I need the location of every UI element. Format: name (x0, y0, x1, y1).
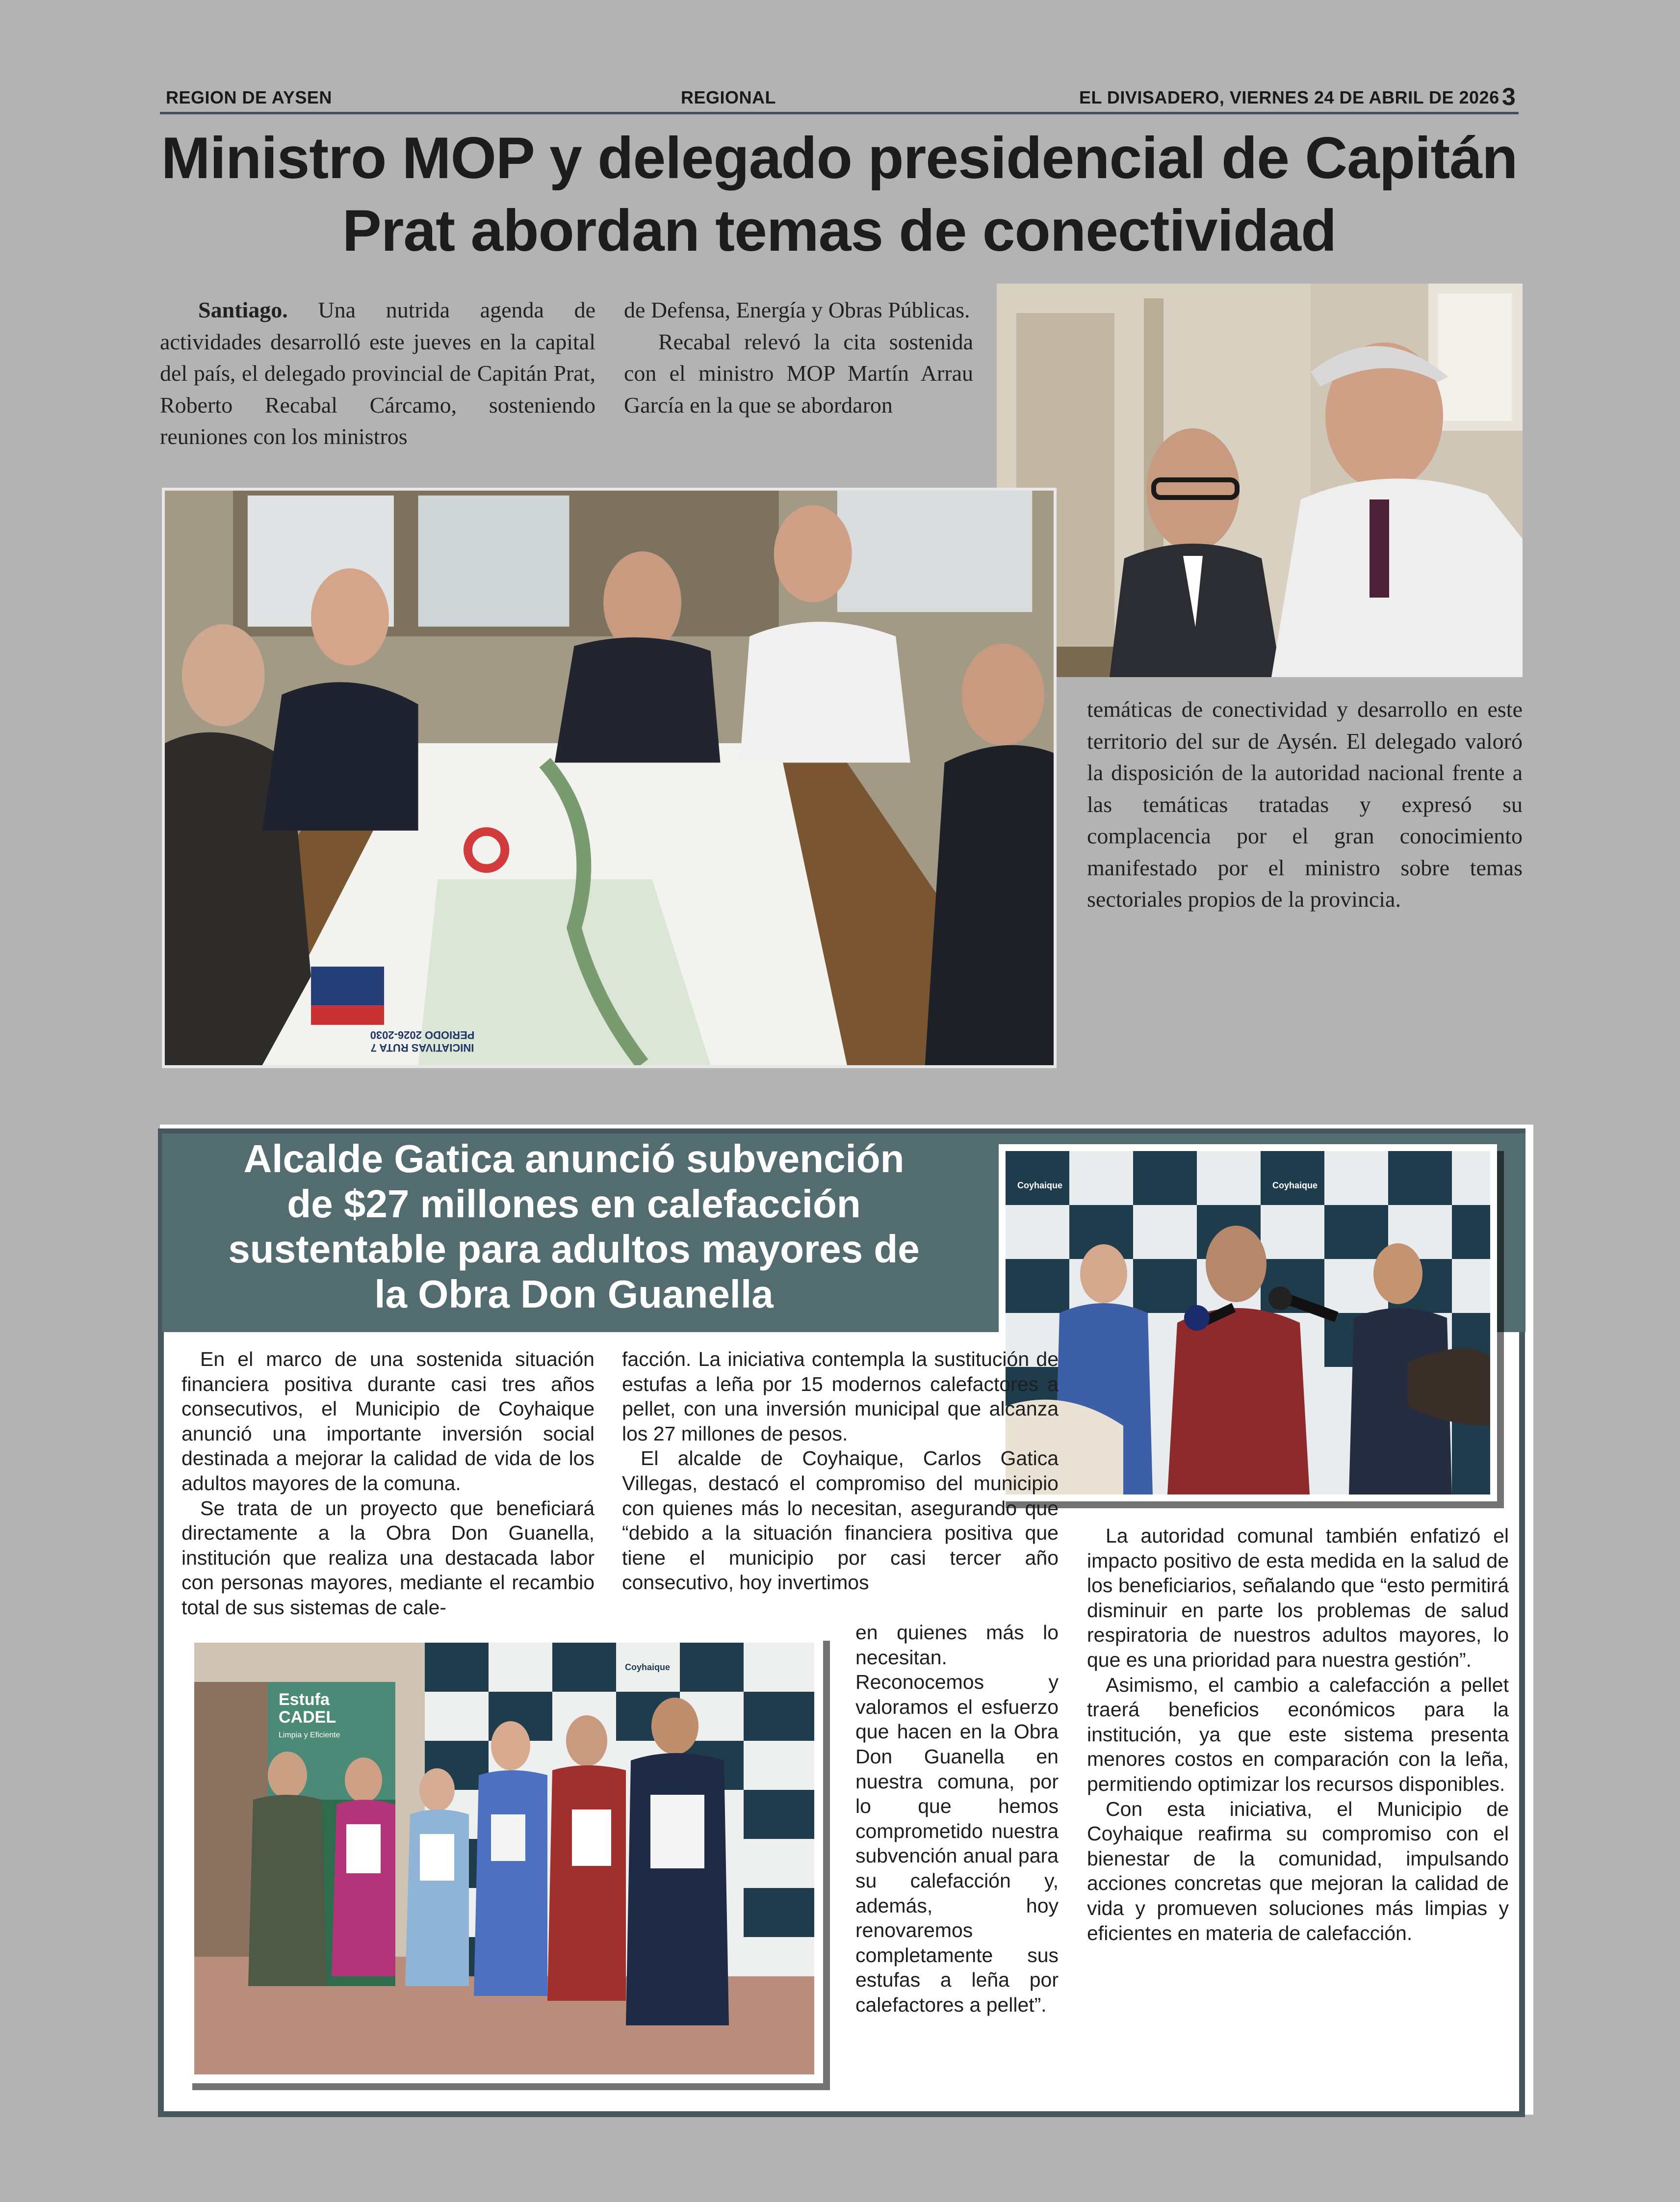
article2-col2-narrow-text: en quienes más lo necesitan. Reconocemos y valoramos el esfuerzo que hacen en la Obra Don Guanella en nuestra comuna, por lo que hemos comprometido nuestra subvención anual para su calefacción y, además, hoy renovaremos completamente sus estufas a leña por calefactores a pellet”. (855, 1621, 1059, 2016)
article2-headline (167, 1136, 981, 1317)
article1-col2-para2: Recabal relevó la cita sostenida con el ministro MOP Martín Arrau García en la que se abordaron (624, 329, 973, 418)
article1-headline (160, 122, 1519, 267)
article2-col2-para1: facción. La iniciativa contempla la sustitución de estufas a leña por 15 modernos calefactores a pellet, con una inversión municipal que alcanza los 27 millones de pesos. (622, 1348, 1059, 1445)
map-caption-line1: INICIATIVAS RUTA 7 (370, 1042, 474, 1054)
article2-col2-para2: El alcalde de Coyhaique, Carlos Gatica Villegas, destacó el compromiso del municipio con quienes más lo necesitan, asegurando que “debido a la situación financiera positiva que tiene el municipio por casi tercer año consecutivo, hoy invertimos (622, 1447, 1059, 1594)
article2-col3-para1: La autoridad comunal también enfatizó el impacto positivo de esta medida en la salud de los beneficiarios, señalando que “esto permitirá disminuir en parte los problemas de salud respiratoria de nuestros adultos mayores, lo que es una prioridad para nuestra gestión”. (1087, 1524, 1509, 1671)
photo-officials-closeup (997, 284, 1523, 677)
section-label: REGION DE AYSEN (166, 87, 332, 107)
article1-column-1 (160, 294, 595, 453)
map-caption-line2: PERIODO 2026-2030 (370, 1029, 475, 1041)
article1-headline-line1: Ministro MOP y delegado presidencial de Capitán (161, 125, 1518, 191)
article2-headline-line4: la Obra Don Guanella (374, 1272, 774, 1316)
backdrop-brand-3: Coyhaique (625, 1662, 671, 1672)
photo-press-interview (999, 1144, 1497, 1501)
section-category: REGIONAL (681, 87, 776, 107)
backdrop-brand-2: Coyhaique (1272, 1180, 1318, 1190)
article1-dateline: Santiago. (198, 297, 288, 322)
backdrop-brand-1: Coyhaique (1017, 1180, 1063, 1190)
article2-column-3 (1087, 1523, 1509, 1945)
article1-column-3 (1087, 694, 1523, 916)
article2-headline-line2: de $27 millones en calefacción (287, 1182, 861, 1226)
article2-headline-line1: Alcalde Gatica anunció subvención (243, 1137, 905, 1180)
article2-column-2-narrow (855, 1620, 1059, 2018)
article2-col1-para2: Se trata de un proyecto que beneficiará directamente a la Obra Don Guanella, institución que realiza una destacada labor con personas mayores, mediante el recambio total de sus sistemas de cale- (181, 1496, 594, 1619)
banner-tagline: Limpia y Eficiente (279, 1731, 340, 1739)
article2-col3-para3: Con esta iniciativa, el Municipio de Coyhaique reafirma su compromiso con el bienestar de la comunidad, impulsando acciones concretas que mejoran la calidad de vida y promueven soluciones más limpias y eficientes en materia de calefacción. (1087, 1797, 1509, 1944)
header-rule (160, 112, 1519, 114)
photo-meeting-table (162, 488, 1057, 1068)
article1-headline-line2: Prat abordan temas de conectividad (342, 198, 1337, 263)
article2-col1-para1: En el marco de una sostenida situación financiera positiva durante casi tres años consecutivos, el Municipio de Coyhaique anunció una importante inversión social destinada a mejorar la calidad de vida de los adultos mayores de la comuna. (181, 1348, 594, 1494)
map-caption (341, 1028, 503, 1054)
article1-col2-para1: de Defensa, Energía y Obras Públicas. (624, 297, 970, 322)
date-line: EL DIVISADERO, VIERNES 24 DE ABRIL DE 2026 (1079, 87, 1499, 107)
article2-column-1 (181, 1347, 594, 1620)
article1-column-2 (624, 294, 973, 421)
article2-column-2-top (622, 1347, 1059, 1595)
article1-col3-text: temáticas de conectividad y desarrollo en este territorio del sur de Aysén. El delegado valoró la disposición de la autoridad nacional frente a las temáticas tratadas y expresó su complacencia por el gran conocimiento manifestado por el ministro sobre temas sectoriales propios de la provincia. (1087, 697, 1523, 912)
banner-brand: Estufa CADEL (279, 1690, 336, 1727)
article1-col1-text: Una nutrida agenda de actividades desarrolló este jueves en la capital del país, el delegado provincial de Capitán Prat, Roberto Recabal Cárcamo, sosteniendo reuniones con los ministros (160, 297, 595, 449)
photo-group-signing (185, 1634, 823, 2083)
article2-headline-line3: sustentable para adultos mayores de (228, 1227, 920, 1271)
article2-col3-para2: Asimismo, el cambio a calefacción a pellet traerá beneficios económicos para la institución, ya que este sistema presenta menores costos en comparación con la leña, permitiendo optimizar los recursos disponibles. (1087, 1673, 1509, 1795)
page-number: 3 (1502, 83, 1516, 110)
